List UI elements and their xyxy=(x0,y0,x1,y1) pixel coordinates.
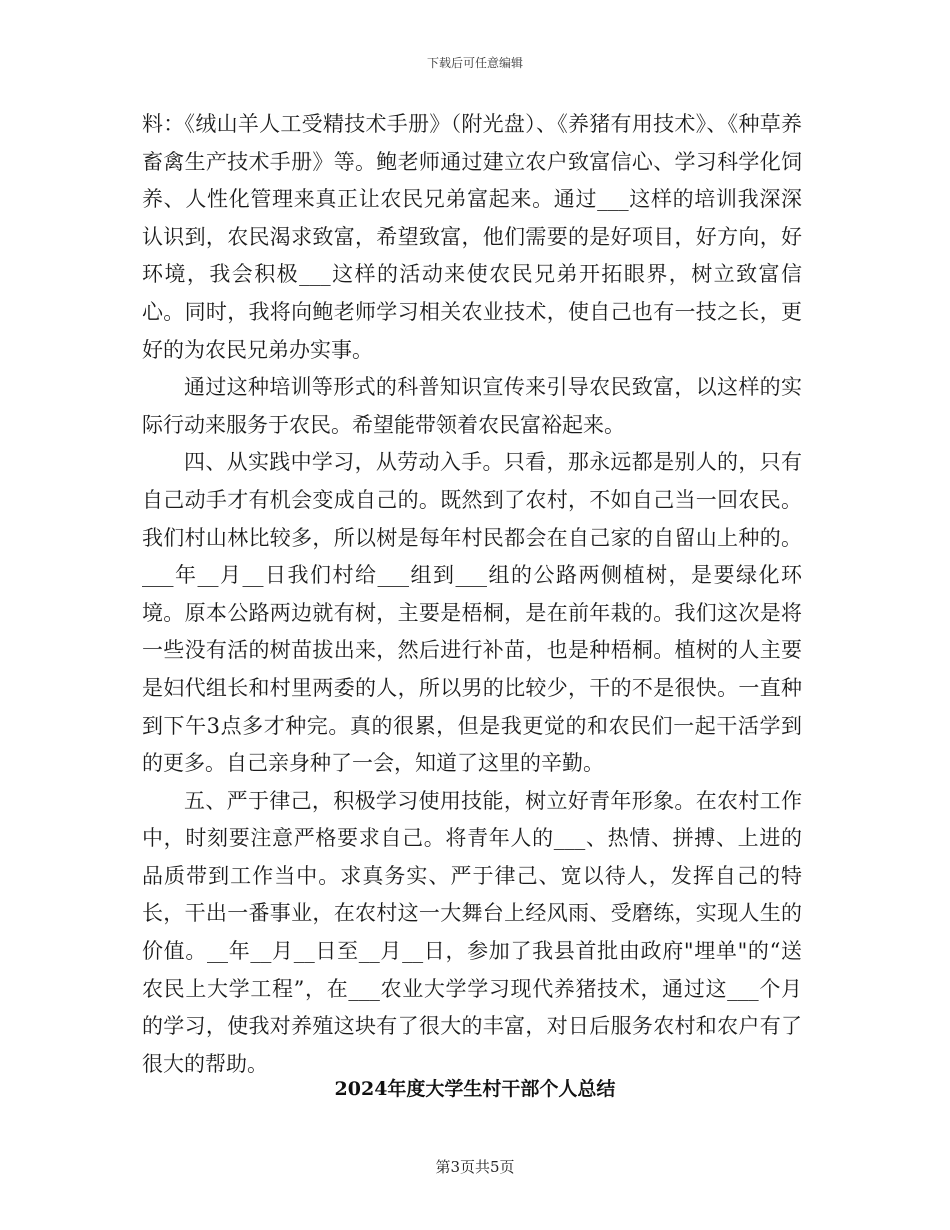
paragraph-4: 五、严于律己，积极学习使用技能，树立好青年形象。在农村工作中，时刻要注意严格要求自己。将青年人的___、热情、拼搏、上进的品质带到工作当中。求真务实、严于律己、宽以待人，发挥自己的特长，干出一番事业，在农村这一大舞台上经风雨、受磨练，实现人生的价值。__年__月__日至__月__日，参加了我县首批由政府"埋单"的“送农民上大学工程”，在___农业大学学习现代养猪技术，通过这___个月的学习，使我对养殖这块有了很大的丰富，对日后服务农村和农户有了很大的帮助。 xyxy=(142,788,802,1076)
paragraph-2: 通过这种培训等形式的科普知识宣传来引导农民致富，以这样的实际行动来服务于农民。希望能带领着农民富裕起来。 xyxy=(142,375,802,437)
document-body xyxy=(142,106,802,1083)
page-indicator: 第3页共5页 xyxy=(435,1158,515,1176)
paragraph-1: 料：《绒山羊人工受精技术手册》（附光盘）、《养猪有用技术》、《种草养畜禽生产技术手册》等。鲍老师通过建立农户致富信心、学习科学化饲养、人性化管理来真正让农民兄弟富起来。通过___这样的培训我深深认识到，农民渴求致富，希望致富，他们需要的是好项目，好方向，好环境，我会积极___这样的活动来使农民兄弟开拓眼界，树立致富信心。同时，我将向鲍老师学习相关农业技术，使自己也有一技之长，更好的为农民兄弟办实事。 xyxy=(142,112,802,362)
section-title: 2024年度大学生村干部个人总结 xyxy=(334,1078,616,1100)
paragraph-3: 四、从实践中学习，从劳动入手。只看，那永远都是别人的，只有自己动手才有机会变成自己的。既然到了农村，不如自己当一回农民。我们村山林比较多，所以树是每年村民都会在自己家的自留山上种的。___年__月__日我们村给___组到___组的公路两侧植树，是要绿化环境。原本公路两边就有树，主要是梧桐，是在前年栽的。我们这次是将一些没有活的树苗拔出来，然后进行补苗，也是种梧桐。植树的人主要是妇代组长和村里两委的人，所以男的比较少，干的不是很快。一直种到下午3点多才种完。真的很累，但是我更觉的和农民们一起干活学到的更多。自己亲身种了一会，知道了这里的辛勤。 xyxy=(142,450,802,776)
header-note: 下载后可任意编辑 xyxy=(426,56,523,70)
